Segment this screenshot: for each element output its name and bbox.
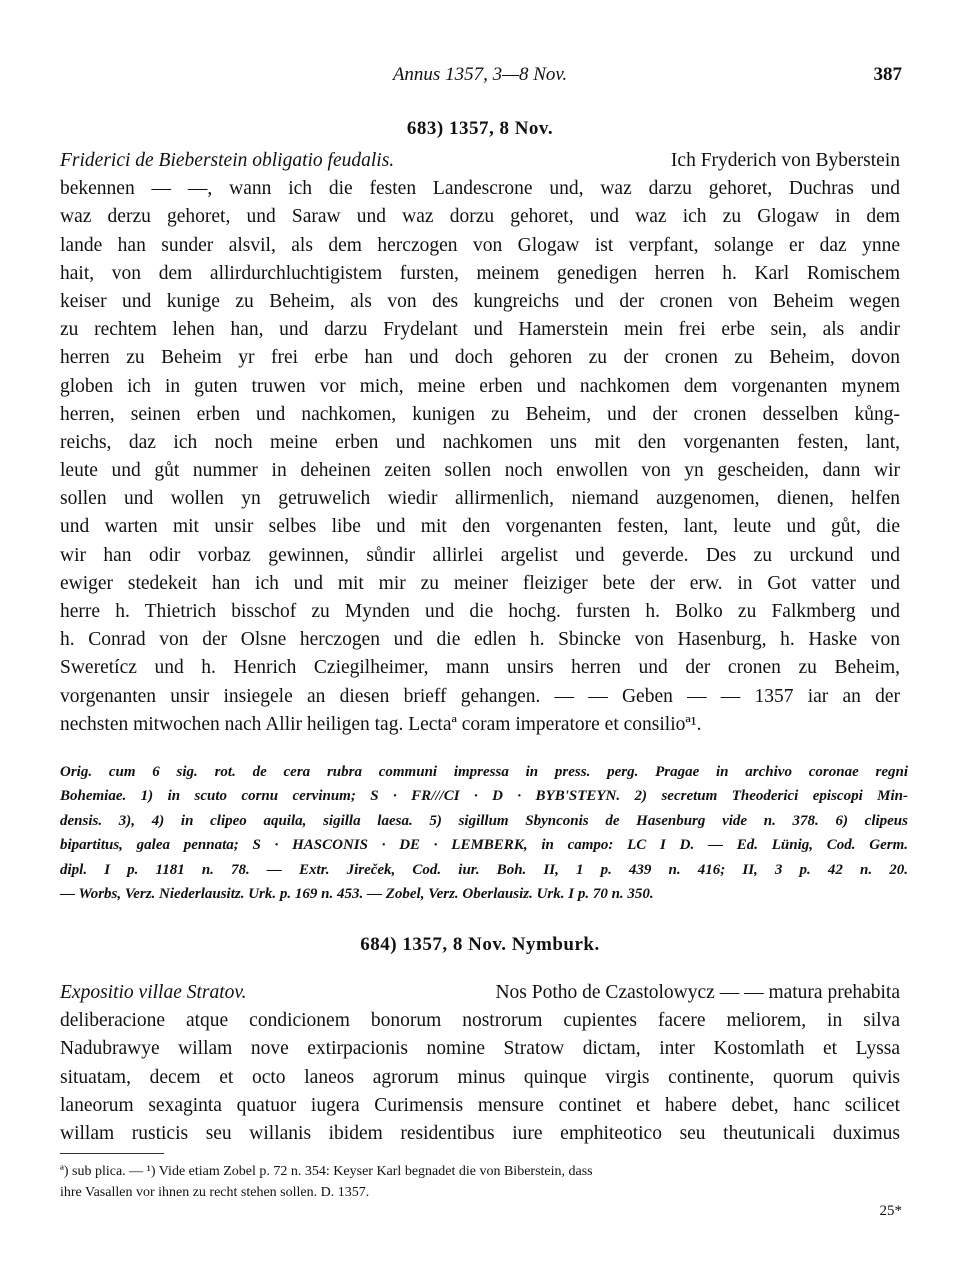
text-line: sollen und wollen yn getruwelich wiedir allirmenlich, niemand auzgenomen, dienen, helfen bbox=[60, 488, 900, 510]
document-683-rubric: Friderici de Bieberstein obligatio feudalis. bbox=[60, 150, 395, 171]
text-line: globen ich in guten truwen vor mich, meine erben und nachkomen dem vorgenanten mynem bbox=[60, 375, 900, 397]
text-line: keiser und kunige zu Beheim, als von des kungreichs und der cronen von Beheim wegen bbox=[60, 290, 900, 312]
text-line: reichs, daz ich noch meine erben und nachkomen uns mit den vorgenanten festen, lant, bbox=[60, 431, 900, 453]
text-line: deliberacione atque condicionem bonorum nostrorum cupientes facere meliorem, in silva bbox=[60, 1010, 900, 1032]
text-line: laneorum sexaginta quatuor iugera Curimensis mensure continet et habere debet, hanc scilicet bbox=[60, 1094, 900, 1116]
running-head: Annus 1357, 3—8 Nov. bbox=[392, 64, 568, 85]
signature-mark: 25* bbox=[879, 1203, 902, 1219]
page-number: 387 bbox=[873, 64, 902, 85]
document-684-opening: Nos Potho de Czastolowycz — — matura prehabita bbox=[495, 982, 900, 1003]
footnote-line: ª) sub plica. — ¹) Vide etiam Zobel p. 72 n. 354: Keyser Karl begnadet die von Biberstein, dass bbox=[60, 1164, 593, 1179]
document-684-rubric: Expositio villae Stratov. bbox=[60, 982, 247, 1003]
text-line: h. Conrad von der Olsne herczogen und die edlen h. Sbincke von Hasenburg, h. Haske von bbox=[60, 629, 900, 651]
document-683-apparatus bbox=[60, 760, 908, 906]
text-line: Sweretícz und h. Henrich Cziegilheimer, mann unsirs herren und der cronen zu Beheim, bbox=[60, 657, 900, 679]
text-line: wir han odir vorbaz gewinnen, sůndir allirlei argelist und geverde. Des zu urckund und bbox=[60, 544, 900, 566]
text-line: hait, von dem allirdurchluchtigistem fursten, meinem genedigen herren h. Karl Romischem bbox=[60, 262, 900, 284]
text-line: nechsten mitwochen nach Allir heiligen tag. Lectaª coram imperatore et consilioª¹. bbox=[60, 713, 702, 735]
text-line: vorgenanten unsir insiegele an diesen brieff gehangen. — — Geben — — 1357 iar an der bbox=[60, 685, 900, 707]
text-line: willam rusticis seu willanis ibidem residentibus iure emphiteotico seu theutunicali duximus bbox=[60, 1122, 900, 1144]
apparatus-line: dipl. I p. 1181 n. 78. — Extr. Jireček, Cod. iur. Boh. II, 1 p. 439 n. 416; II, 3 p. 42 n. 20. bbox=[60, 861, 908, 878]
document-684-body bbox=[60, 979, 900, 1148]
text-line: situatam, decem et octo laneos agrorum minus quinque virgis continente, quorum quivis bbox=[60, 1066, 900, 1088]
apparatus-line: densis. 3), 4) in clipeo aquila, sigilla laesa. 5) sigillum Sbynconis de Hasenburg vide n. 378. 6) clipeus bbox=[60, 812, 908, 829]
document-683-heading: 683) 1357, 8 Nov. bbox=[406, 118, 554, 139]
text-line: herre h. Thietrich bisschof zu Mynden und die hochg. fursten h. Bolko zu Falkmberg und bbox=[60, 601, 900, 622]
document-683-opening: Ich Fryderich von Byberstein bbox=[670, 150, 900, 171]
document-683-first-line bbox=[60, 147, 900, 175]
footnotes bbox=[60, 1161, 908, 1203]
document-684-heading: 684) 1357, 8 Nov. Nymburk. bbox=[360, 934, 600, 955]
footnote-divider bbox=[60, 1153, 164, 1154]
text-line: ewiger stedekeit han ich und mit mir zu meiner fleiziger bete der erw. in Got vatter und bbox=[60, 572, 900, 594]
text-line: und warten mit unsir selbes libe und mit den vorgenanten festen, lant, leute und gůt, die bbox=[60, 516, 900, 538]
text-line: zu rechtem lehen han, und darzu Frydelant und Hamerstein mein frei erbe sein, als andir bbox=[60, 319, 900, 341]
text-line: lande han sunder alsvil, als dem herczogen von Glogaw ist verpfant, solange er daz ynne bbox=[60, 234, 900, 256]
footnote-line: ihre Vasallen vor ihnen zu recht stehen sollen. D. 1357. bbox=[60, 1185, 370, 1200]
apparatus-line: Bohemiae. 1) in scuto cornu cervinum; S · FR///CI · D · BYB'STEYN. 2) secretum Theoderici episcopi Min- bbox=[60, 788, 908, 805]
text-line: Nadubrawye willam nove extirpacionis nomine Stratow dictam, inter Kostomlath et Lyssa bbox=[60, 1038, 900, 1060]
document-684-first-line bbox=[60, 979, 900, 1007]
text-line: waz derzu gehoret, und Saraw und waz dorzu gehoret, und waz ich zu Glogaw in dem bbox=[60, 206, 900, 228]
apparatus-line: bipartitus, galea pennata; S · HASCONIS · DE · LEMBERK, in campo: LC I D. — Ed. Lünig, Cod. Germ. bbox=[60, 837, 908, 854]
text-line: herren zu Beheim yr frei erbe han und doch gehoren zu der cronen zu Beheim, dovon bbox=[60, 347, 900, 369]
document-683-body bbox=[60, 147, 900, 739]
text-line: leute und gůt nummer in deheinen zeiten sollen noch enwollen von yn gescheiden, dann wir bbox=[60, 460, 900, 482]
apparatus-line: — Worbs, Verz. Niederlausitz. Urk. p. 169 n. 453. — Zobel, Verz. Oberlausiz. Urk. I p. 70 n. 350. bbox=[60, 885, 654, 902]
text-line: herren, seinen erben und nachkomen, kunigen zu Beheim, und der cronen desselben kůng- bbox=[60, 403, 900, 425]
apparatus-line: Orig. cum 6 sig. rot. de cera rubra communi impressa in press. perg. Pragae in archivo coronae regni bbox=[60, 764, 908, 780]
text-line: bekennen — —, wann ich die festen Landescrone und, waz darzu gehoret, Duchras und bbox=[60, 178, 900, 200]
